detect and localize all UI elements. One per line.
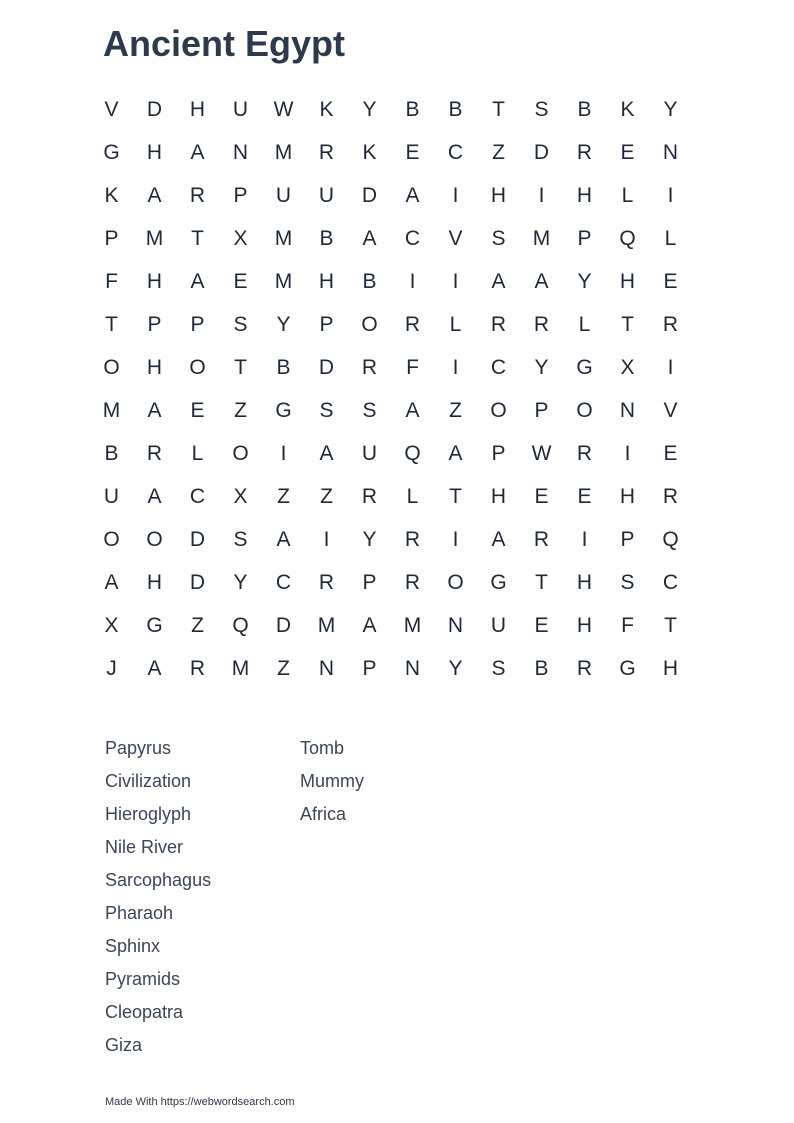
grid-letter: I [409,269,416,293]
grid-letter: K [104,183,119,207]
word-item: Papyrus [105,738,172,758]
grid-letter: Y [233,570,248,594]
grid-letter: A [448,441,463,465]
grid-letter: I [581,527,588,551]
grid-letter: L [621,183,634,207]
grid-letter: U [275,183,292,207]
grid-letter: C [490,355,507,379]
grid-letter: R [318,140,335,164]
grid-letter: X [104,613,119,637]
grid-letter: E [233,269,248,293]
grid-letter: I [452,355,459,379]
grid-letter: Z [234,398,247,422]
grid-letter: C [189,484,206,508]
grid-letter: R [404,570,421,594]
grid-letter: N [318,656,335,680]
grid-letter: E [663,269,678,293]
grid-letter: R [662,484,679,508]
grid-letter: Q [619,226,636,250]
grid-letter: A [405,398,420,422]
grid-letter: R [189,183,206,207]
grid-letter: P [319,312,334,336]
grid-letter: E [663,441,678,465]
grid-letter: A [147,484,162,508]
grid-letter: X [620,355,635,379]
grid-letter: I [452,527,459,551]
grid-letter: B [319,226,334,250]
grid-letter: S [491,656,506,680]
grid-letter: R [146,441,163,465]
grid-letter: A [104,570,119,594]
grid-letter: P [104,226,119,250]
grid-letter: O [490,398,507,422]
word-item: Sarcophagus [105,870,212,890]
grid-letter: F [406,355,419,379]
grid-letter: M [532,226,551,250]
word-item: Cleopatra [105,1002,184,1022]
grid-letter: U [103,484,120,508]
grid-letter: O [146,527,163,551]
grid-letter: P [362,570,377,594]
grid-letter: D [318,355,335,379]
grid-letter: L [578,312,591,336]
grid-letter: B [534,656,549,680]
grid-letter: E [620,140,635,164]
grid-letter: E [405,140,420,164]
grid-letter: P [147,312,162,336]
grid-letter: T [621,312,634,336]
grid-letter: M [102,398,121,422]
grid-letter: A [190,140,205,164]
grid-letter: U [361,441,378,465]
grid-letter: H [146,570,163,594]
grid-letter: A [276,527,291,551]
grid-letter: R [533,312,550,336]
grid-letter: D [275,613,292,637]
grid-letter: G [576,355,593,379]
grid-letter: I [667,355,674,379]
word-list [105,732,505,1062]
grid-letter: H [146,140,163,164]
grid-letter: B [362,269,377,293]
grid-letter: H [619,269,636,293]
page-title: Ancient Egypt [103,23,346,64]
grid-letter: A [362,613,377,637]
grid-letter: X [233,484,248,508]
grid-letter: N [619,398,636,422]
grid-letter: P [534,398,549,422]
word-column [300,732,364,831]
grid-letter: W [273,97,294,121]
grid-letter: D [361,183,378,207]
grid-letter: P [577,226,592,250]
grid-letter: H [189,97,206,121]
grid-letter: H [576,183,593,207]
grid-letter: Z [449,398,462,422]
grid-letter: K [319,97,334,121]
grid-letter: Y [534,355,549,379]
grid-letter: D [189,570,206,594]
grid-letter: A [147,398,162,422]
grid-letter: N [404,656,421,680]
grid-letter: O [232,441,249,465]
word-item: Tomb [300,738,345,758]
grid-letter: Y [276,312,291,336]
grid-letter: O [103,355,120,379]
word-item: Pharaoh [105,903,174,923]
grid-letter: L [664,226,677,250]
grid-letter: Z [492,140,505,164]
grid-letter: W [531,441,552,465]
grid-letter: X [233,226,248,250]
grid-letter: I [624,441,631,465]
grid-letter: B [405,97,420,121]
grid-letter: B [577,97,592,121]
grid-letter: A [147,656,162,680]
grid-letter: P [190,312,205,336]
word-item: Mummy [300,771,364,791]
grid-letter: L [191,441,204,465]
grid-letter: E [534,613,549,637]
grid-letter: C [447,140,464,164]
grid-letter: U [318,183,335,207]
grid-letter: I [323,527,330,551]
grid-letter: S [233,527,248,551]
word-item: Africa [300,804,347,824]
grid-letter: Y [448,656,463,680]
grid-letter: M [317,613,336,637]
grid-letter: E [577,484,592,508]
grid-letter: G [619,656,636,680]
grid-letter: P [491,441,506,465]
grid-letter: R [576,441,593,465]
grid-letter: S [233,312,248,336]
grid-letter: I [452,269,459,293]
grid-letter: A [190,269,205,293]
word-item: Giza [105,1035,143,1055]
grid-letter: Z [277,656,290,680]
grid-letter: R [662,312,679,336]
grid-letter: A [319,441,334,465]
grid-letter: D [146,97,163,121]
grid-letter: H [576,570,593,594]
grid-letter: M [403,613,422,637]
word-item: Civilization [105,771,192,791]
grid-letter: P [233,183,248,207]
grid-letter: S [362,398,377,422]
grid-letter: B [104,441,119,465]
grid-letter: G [275,398,292,422]
grid-letter: N [662,140,679,164]
grid-letter: K [620,97,635,121]
grid-letter: R [318,570,335,594]
grid-letter: F [105,269,118,293]
grid-letter: D [189,527,206,551]
grid-letter: M [231,656,250,680]
grid-letter: G [146,613,163,637]
grid-letter: Y [362,97,377,121]
grid-letter: V [104,97,119,121]
grid-letter: O [447,570,464,594]
grid-letter: O [576,398,593,422]
grid-letter: O [189,355,206,379]
grid-letter: C [275,570,292,594]
grid-letter: T [191,226,204,250]
letter-grid [90,88,692,690]
grid-letter: Y [577,269,592,293]
grid-letter: P [362,656,377,680]
grid-letter: T [535,570,548,594]
grid-letter: H [490,484,507,508]
grid-letter: T [492,97,505,121]
grid-letter: D [533,140,550,164]
grid-letter: C [404,226,421,250]
grid-letter: E [534,484,549,508]
word-item: Sphinx [105,936,161,956]
grid-letter: H [146,269,163,293]
grid-letter: B [276,355,291,379]
grid-letter: Z [277,484,290,508]
grid-letter: A [147,183,162,207]
grid-letter: T [449,484,462,508]
word-item: Hieroglyph [105,804,192,824]
grid-letter: B [448,97,463,121]
grid-letter: U [490,613,507,637]
grid-letter: Q [232,613,249,637]
grid-letter: O [103,527,120,551]
grid-letter: N [232,140,249,164]
grid-letter: Q [404,441,421,465]
word-item: Nile River [105,837,184,857]
grid-letter: S [319,398,334,422]
grid-letter: S [620,570,635,594]
grid-letter: N [447,613,464,637]
grid-letter: S [534,97,549,121]
grid-letter: P [620,527,635,551]
grid-letter: G [490,570,507,594]
grid-letter: I [452,183,459,207]
grid-letter: M [274,226,293,250]
grid-letter: T [234,355,247,379]
grid-letter: L [406,484,419,508]
grid-letter: J [106,656,117,680]
grid-letter: R [576,656,593,680]
grid-letter: Z [191,613,204,637]
grid-letter: G [103,140,120,164]
grid-letter: Y [663,97,678,121]
grid-letter: F [621,613,634,637]
grid-letter: S [491,226,506,250]
grid-letter: L [449,312,462,336]
grid-letter: Y [362,527,377,551]
grid-letter: T [105,312,118,336]
grid-letter: R [576,140,593,164]
grid-letter: V [448,226,463,250]
grid-letter: Q [662,527,679,551]
grid-letter: H [619,484,636,508]
grid-letter: T [664,613,677,637]
grid-letter: A [405,183,420,207]
grid-letter: H [146,355,163,379]
grid-letter: M [274,269,293,293]
grid-letter: R [404,312,421,336]
grid-letter: A [362,226,377,250]
grid-letter: I [667,183,674,207]
grid-letter: K [362,140,377,164]
grid-letter: H [662,656,679,680]
grid-letter: A [491,527,506,551]
grid-letter: R [533,527,550,551]
grid-letter: R [404,527,421,551]
footer-credit: Made With https://webwordsearch.com [105,1096,295,1108]
grid-letter: H [490,183,507,207]
word-column [105,732,211,1062]
grid-letter: R [361,484,378,508]
grid-letter: A [491,269,506,293]
grid-letter: R [361,355,378,379]
grid-letter: E [190,398,205,422]
grid-letter: M [274,140,293,164]
grid-letter: U [232,97,249,121]
grid-letter: V [663,398,678,422]
grid-letter: H [576,613,593,637]
grid-letter: I [280,441,287,465]
grid-letter: R [189,656,206,680]
grid-letter: M [145,226,164,250]
grid-letter: Z [320,484,333,508]
word-item: Pyramids [105,969,181,989]
grid-letter: R [490,312,507,336]
grid-letter: O [361,312,378,336]
grid-letter: A [534,269,549,293]
grid-letter: H [318,269,335,293]
grid-letter: I [538,183,545,207]
grid-letter: C [662,570,679,594]
